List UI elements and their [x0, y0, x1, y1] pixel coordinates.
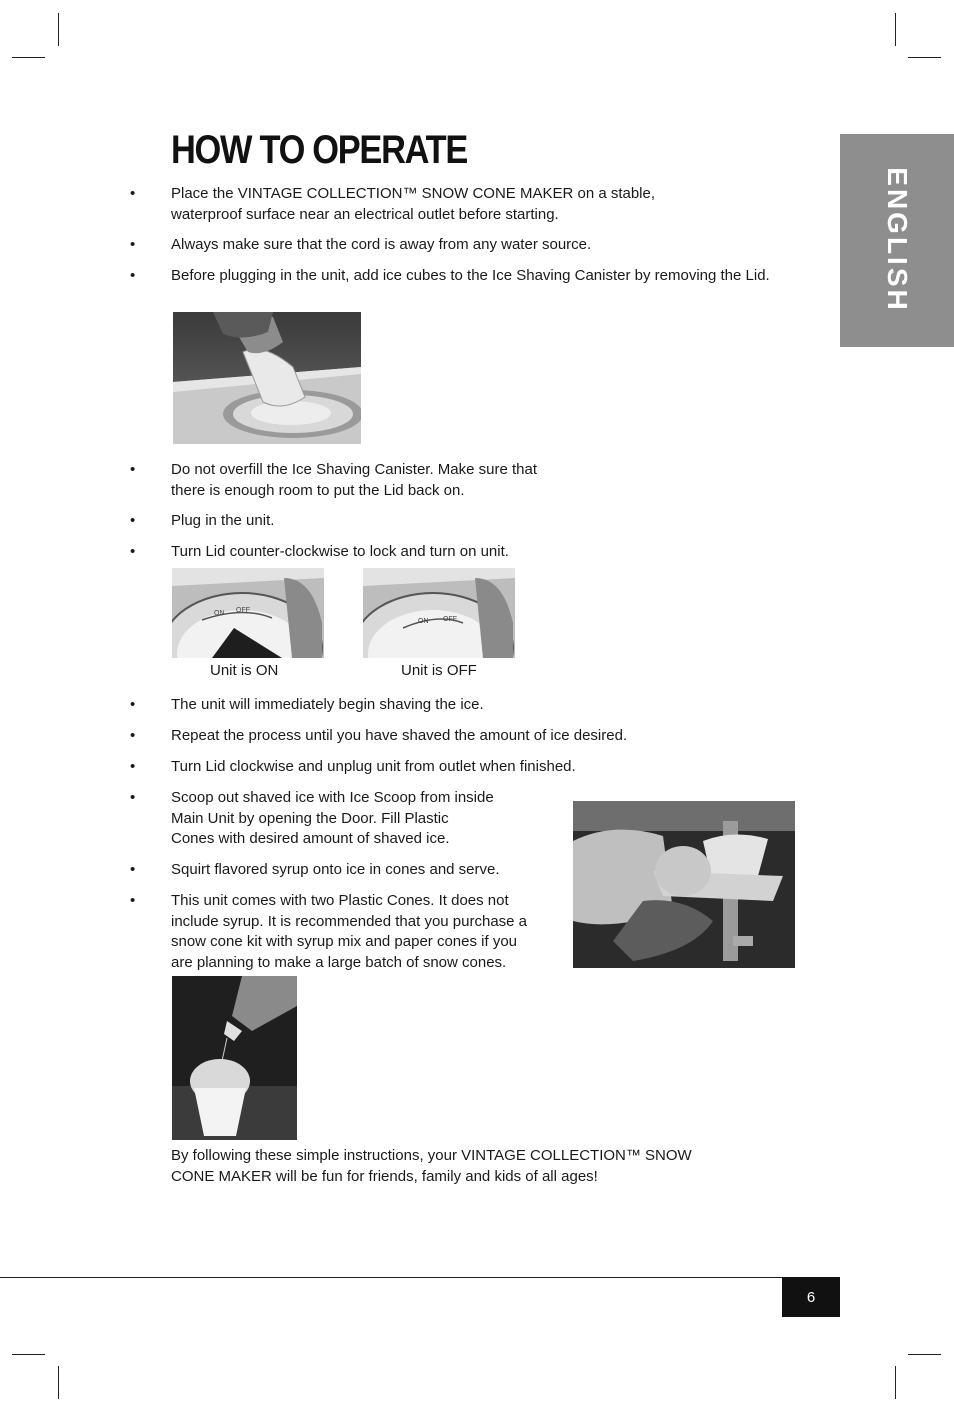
crop-mark [895, 1366, 896, 1399]
photo-scooping-ice [573, 801, 795, 968]
photo-adding-ice [173, 312, 361, 444]
language-tab [840, 134, 954, 347]
bullet: • [130, 696, 136, 713]
step-place-unit [171, 184, 655, 225]
step-line: Repeat the process until you have shaved the amount of ice desired. [171, 727, 628, 744]
step-turn-lid-on [171, 542, 509, 563]
bullet: • [130, 861, 136, 878]
photo-lid-off [363, 568, 515, 658]
step-cord-away [171, 235, 591, 256]
step-do-not-overfill [171, 460, 537, 501]
step-repeat [171, 726, 627, 747]
step-add-ice [171, 266, 770, 287]
bullet: • [130, 758, 136, 775]
caption-unit-off: Unit is OFF [401, 662, 477, 679]
step-line: Turn Lid counter-clockwise to lock and turn on unit. [171, 543, 509, 560]
step-line: Always make sure that the cord is away from any water source. [171, 236, 592, 253]
step-line: Squirt flavored syrup onto ice in cones and serve. [171, 861, 500, 878]
crop-mark [58, 13, 59, 46]
footer-rule [0, 1277, 840, 1278]
step-line: waterproof surface near an electrical outlet before starting. [171, 205, 559, 223]
closing-line: CONE MAKER will be fun for friends, family and kids of all ages! [171, 1167, 598, 1185]
crop-mark [908, 57, 941, 58]
step-line: Scoop out shaved ice with Ice Scoop from inside [171, 789, 494, 806]
step-line: there is enough room to put the Lid back on. [171, 481, 465, 499]
bullet: • [130, 543, 136, 560]
caption-unit-on: Unit is ON [210, 662, 279, 679]
crop-mark [58, 1366, 59, 1399]
step-line: are planning to make a large batch of snow cones. [171, 953, 507, 971]
crop-mark [12, 57, 45, 58]
step-begin-shaving [171, 695, 484, 716]
step-line: include syrup. It is recommended that you purchase a [171, 912, 528, 930]
step-line: Plug in the unit. [171, 512, 275, 529]
page-number-label: 6 [806, 1288, 816, 1306]
page-title: HOW TO OPERATE [171, 128, 468, 172]
bullet: • [130, 789, 136, 806]
step-plug-in [171, 511, 274, 532]
step-line: Turn Lid clockwise and unplug unit from outlet when finished. [171, 758, 576, 775]
bullet: • [130, 727, 136, 744]
lid-on-mark: ON [214, 610, 225, 617]
crop-mark [908, 1354, 941, 1355]
step-plastic-cones [171, 891, 527, 973]
step-turn-lid-off [171, 757, 576, 778]
bullet: • [130, 512, 136, 529]
bullet: • [130, 236, 136, 253]
step-squirt-syrup [171, 860, 500, 881]
step-line: Main Unit by opening the Door. Fill Plastic [171, 809, 449, 827]
step-line: snow cone kit with syrup mix and paper cones if you [171, 933, 518, 950]
bullet: • [130, 185, 136, 202]
photo-lid-on [172, 568, 324, 658]
step-line: Cones with desired amount of shaved ice. [171, 830, 450, 847]
step-line: Before plugging in the unit, add ice cubes to the Ice Shaving Canister by removing the Lid. [171, 267, 770, 284]
closing-line: By following these simple instructions, your VINTAGE COLLECTION™ SNOW [171, 1147, 692, 1164]
language-tab-label: ENGLISH [882, 167, 913, 313]
step-line: Place the VINTAGE COLLECTION™ SNOW CONE MAKER on a stable, [171, 185, 656, 202]
step-line: This unit comes with two Plastic Cones. It does not [171, 892, 509, 909]
step-scoop-ice [171, 788, 494, 850]
step-line: The unit will immediately begin shaving the ice. [171, 696, 484, 713]
step-line: Do not overfill the Ice Shaving Canister. Make sure that [171, 461, 538, 478]
bullet: • [130, 892, 136, 909]
closing-paragraph [171, 1146, 692, 1187]
crop-mark [895, 13, 896, 46]
page-number [782, 1277, 840, 1317]
crop-mark [12, 1354, 45, 1355]
bullet: • [130, 461, 136, 478]
lid-off-mark: OFF [443, 616, 457, 623]
bullet: • [130, 267, 136, 284]
lid-off-mark: OFF [236, 607, 250, 614]
photo-squirting-syrup [172, 976, 297, 1140]
lid-on-mark: ON [418, 618, 429, 625]
